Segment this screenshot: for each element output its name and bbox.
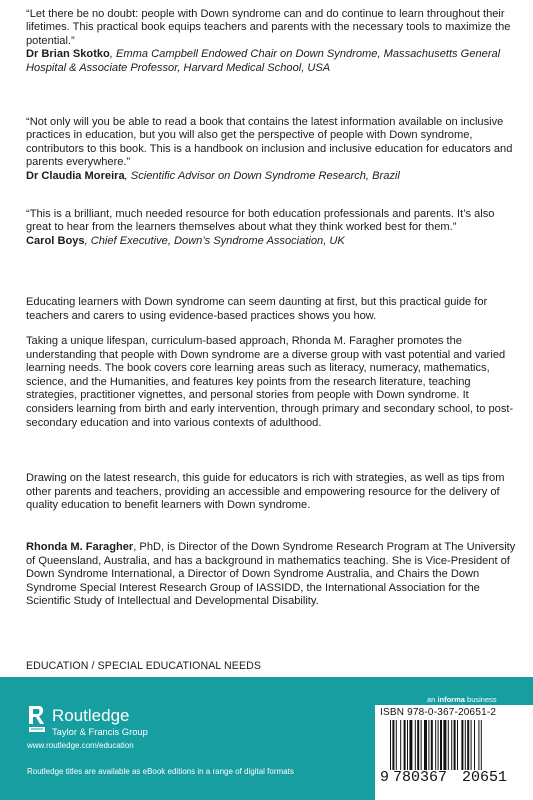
endorsement-attribution (26, 235, 516, 248)
endorser-title: , Scientific Advisor on Down Syndrome Research, Brazil (124, 169, 400, 182)
publisher-group: Taylor & Francis Group (52, 726, 148, 737)
author-bio (26, 541, 518, 609)
barcode-lead-digit: 9 (380, 769, 390, 786)
informa-suffix: business (464, 695, 497, 704)
routledge-logo-icon (27, 704, 47, 734)
informa-prefix: an (427, 695, 438, 704)
blurb-paragraph: Educating learners with Down syndrome can seem daunting at first, but this practical guide for teachers and carers to using evidence-based practices shows you how. (26, 296, 488, 322)
endorser-name: Dr Brian Skotko (26, 48, 110, 61)
author-name: Rhonda M. Faragher (26, 541, 134, 553)
endorsement-quote: “Let there be no doubt: people with Down syndrome can and do continue to learn throughout their lifetimes. This practical book equips teachers and parents with the necessary tools to maximize the potential.” (26, 8, 511, 47)
endorsement-1 (26, 8, 516, 75)
endorser-name: Dr Claudia Moreira (26, 169, 125, 182)
subject-category: EDUCATION / SPECIAL EDUCATIONAL NEEDS (26, 660, 262, 672)
blurb-paragraph: Drawing on the latest research, this guide for educators is rich with strategies, as well as tips from other parents and teachers, providing an accessible and empowering resource for the delivery of quality education to benefit learners with Down syndrome. (26, 472, 505, 512)
author-bio-body: , PhD, is Director of the Down Syndrome Research Program at The University of Queensland, Australia, and has a background in mathematics teaching. She is Vice-President of Down Syndrome International, a Director of Down Syndrome Australia, and Chairs the Down Syndrome Special Interest Research Group of IASSIDD, the International Association for the Scientific Study of Intellectual and Developmental Disability. (26, 541, 516, 608)
informa-tagline (427, 695, 497, 704)
endorsement-quote: “Not only will you be able to read a book that contains the latest information available on inclusive practices in education, but you will also get the perspective of people with Down syndrome, contributors to this book. This is a handbook on inclusion and inclusive education for educators and parents everywhere.” (26, 116, 513, 169)
endorser-name: Carol Boys (26, 234, 85, 247)
barcode-right-digits: 20651 (462, 769, 508, 786)
blurb-intro (26, 296, 518, 323)
publisher-url[interactable]: www.routledge.com/education (27, 741, 134, 750)
ebook-note: Routledge titles are available as eBook editions in a range of digital formats (27, 767, 294, 776)
endorsement-attribution (26, 48, 516, 75)
informa-name: informa (437, 695, 465, 704)
endorsement-3 (26, 208, 516, 248)
endorsement-2 (26, 116, 516, 183)
author-bio-text (26, 541, 518, 609)
endorser-title: , Chief Executive, Down’s Syndrome Association, UK (84, 234, 345, 247)
barcode-left-digits: 780367 (393, 769, 448, 786)
blurb-closing (26, 472, 518, 513)
publisher-brand: Routledge (52, 706, 130, 725)
endorsement-attribution (26, 170, 516, 183)
endorsement-quote: “This is a brilliant, much needed resource for both education professionals and parents. It’s also great to hear from the learners themselves about what they think worked best for them.” (26, 208, 495, 234)
blurb-description (26, 335, 518, 430)
isbn-number: ISBN 978-0-367-20651-2 (380, 707, 497, 718)
barcode-icon (390, 720, 530, 770)
endorser-title: , Emma Campbell Endowed Chair on Down Syndrome, Massachusetts General Hospital & Associate Professor, Harvard Medical School, USA (26, 48, 501, 74)
blurb-paragraph: Taking a unique lifespan, curriculum-based approach, Rhonda M. Faragher promotes the understanding that people with Down syndrome are a diverse group with vast potential and varied learning needs. The book covers core learning areas such as literacy, numeracy, mathematics, science, and the Humanities, and features key points from the research literature, teaching strategies, practitioner vignettes, and personal stories from people with Down syndrome. It considers learning from birth and early intervention, through primary and secondary school, to post-secondary education and into various contexts of adulthood. (26, 335, 514, 429)
